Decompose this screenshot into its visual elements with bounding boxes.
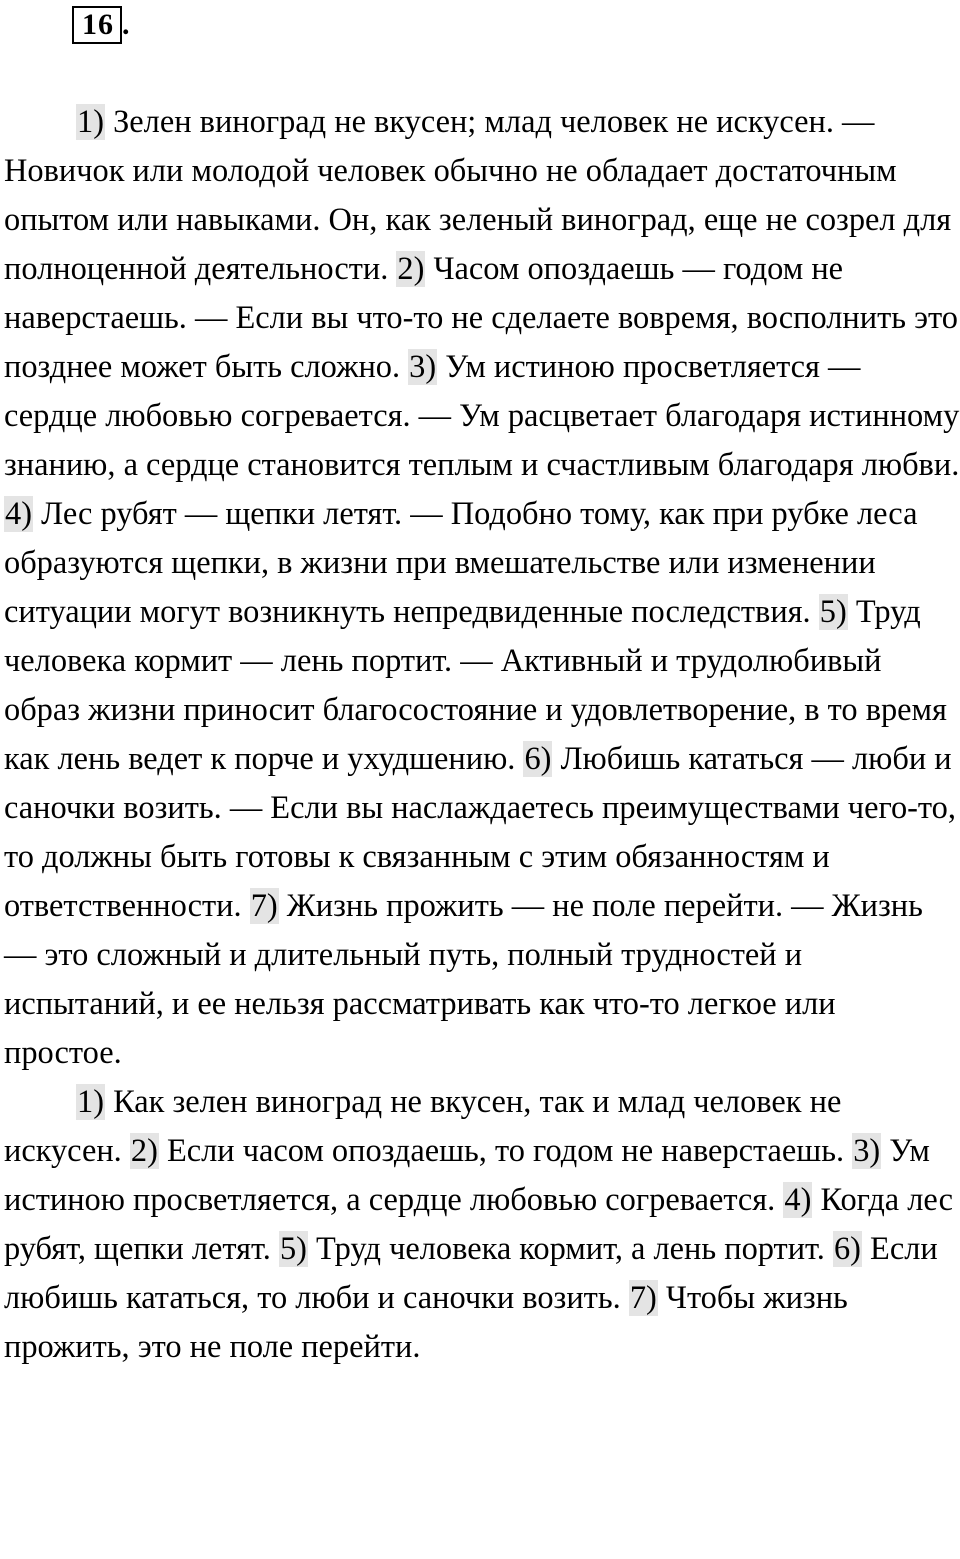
- item-text: Если часом опоздаешь, то годом не наверстаешь.: [158, 1133, 853, 1169]
- task-number: [72, 6, 130, 44]
- item-number: 1): [77, 1084, 104, 1120]
- item-number: 6): [833, 1231, 861, 1267]
- item-text: Когда лес рубят, щепки летят.: [4, 1182, 953, 1267]
- answer-text: [4, 98, 960, 1372]
- item-text: Труд человека кормит — лень портит. — Активный и трудолюбивый образ жизни приносит благосостояние и удовлетворение, в то время как лень ведет к порче и ухудшению.: [4, 594, 947, 777]
- item-number: 4): [784, 1182, 812, 1218]
- item-text: Как зелен виноград не вкусен, так и млад человек не искусен.: [4, 1084, 842, 1169]
- item-text: Жизнь прожить — не поле перейти. — Жизнь — это сложный и длительный путь, полный трудностей и испытаний, и ее нельзя рассматривать как что-то легкое или простое.: [4, 888, 923, 1071]
- item-text: Часом опоздаешь — годом не наверстаешь. — Если вы что-то не сделаете вовремя, восполнить это позднее может быть сложно.: [4, 251, 958, 385]
- item-number: 2): [397, 251, 425, 287]
- item-number: 1): [77, 104, 104, 140]
- item-number: 5): [819, 594, 847, 630]
- item-text: Любишь кататься — люби и саночки возить. — Если вы наслаждаетесь преимуществами чего-то, то должны быть готовы к связанным с этим обязанностям и ответственности.: [4, 741, 956, 924]
- item-number: 2): [130, 1133, 158, 1169]
- paragraph-explanations: [4, 98, 960, 1078]
- task-number-suffix: .: [122, 8, 130, 41]
- item-text: Труд человека кормит, а лень портит.: [307, 1231, 833, 1267]
- item-text: Лес рубят — щепки летят. — Подобно тому, как при рубке леса образуются щепки, в жизни при вмешательстве или изменении ситуации могут возникнуть непредвиденные последствия.: [4, 496, 918, 630]
- item-number: 7): [629, 1280, 657, 1316]
- item-text: Зелен виноград не вкусен; млад человек не искусен. — Новичок или молодой человек обычно не обладает достаточным опытом или навыками. Он, как зеленый виноград, еще не созрел для полноценной деятельности.: [4, 104, 952, 287]
- item-text: Ум истиною просветляется, а сердце любовью согревается.: [4, 1133, 930, 1218]
- item-number: 3): [409, 349, 437, 385]
- item-number: 6): [524, 741, 552, 777]
- task-number-box: 16: [72, 6, 122, 44]
- item-text: Чтобы жизнь прожить, это не поле перейти.: [4, 1280, 848, 1365]
- item-number: 4): [5, 496, 32, 532]
- item-text: Если любишь кататься, то люби и саночки возить.: [4, 1231, 938, 1316]
- item-text: Ум истиною просветляется — сердце любовью согревается. — Ум расцветает благодаря истинному знанию, а сердце становится теплым и счастливым благодаря любви.: [4, 349, 960, 483]
- item-number: 7): [250, 888, 278, 924]
- item-number: 5): [279, 1231, 307, 1267]
- item-number: 3): [853, 1133, 881, 1169]
- paragraph-complex-sentences: [4, 1078, 960, 1372]
